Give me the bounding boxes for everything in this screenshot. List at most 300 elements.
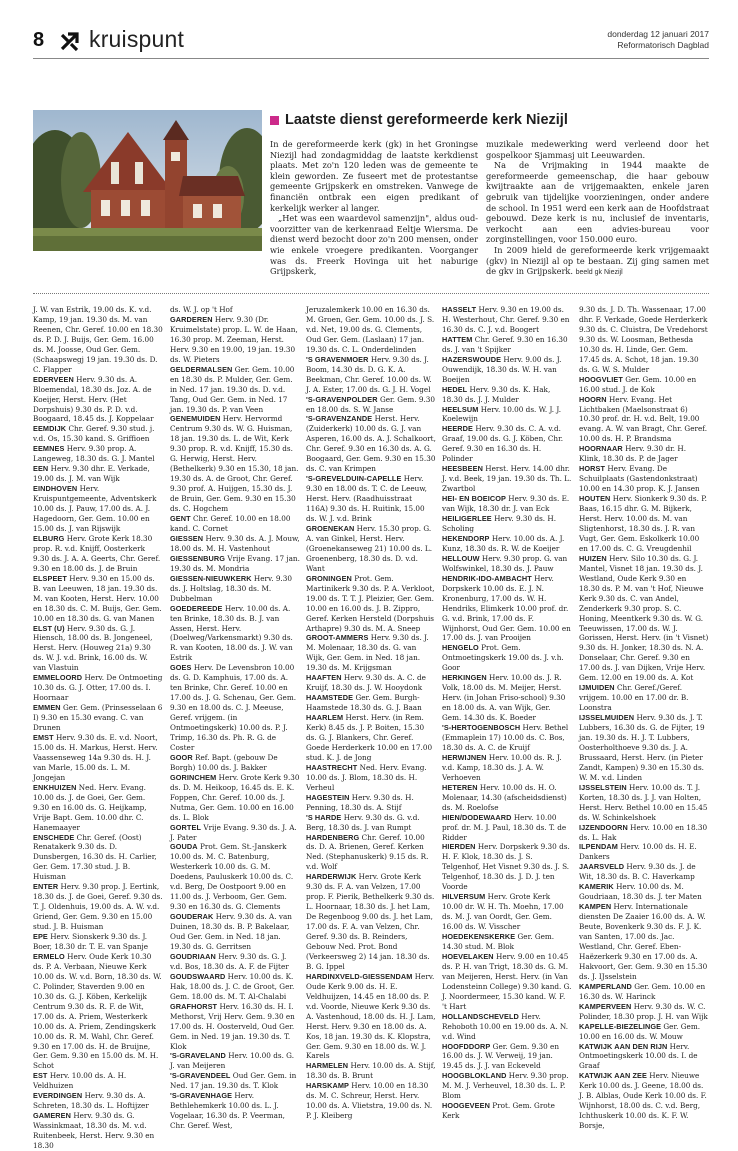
listing-town: 'S-GREVELDUIN-CAPELLE [306,474,402,484]
article-paragraph: muzikale medewerking werd verleend door het gospelkoor Sjammasj uit Leeuwarden. [486,139,709,160]
church-listing [33,1071,163,1091]
listing-town: HERWIJNEN [442,752,487,762]
listing-services: 9.30 ds. J. D. Th. Wassenaar, 17.00 dhr. F. Verkade, Goede Herderkerk 9.30 ds. C. Cluistra, De Vredehorst 9.30 ds. W. Loosman, Bethesda 10.30 ds. H. Linde, Ger. Gem. 17.45 ds. A. Schot, 18 jan. 19.30 ds. G. W. S. Mulder [579,305,708,374]
listing-town: ENKHUIZEN [33,782,77,792]
listing-town: HOUTEN [579,494,611,504]
listing-town: HOORN [579,394,607,404]
article-headline [270,112,568,128]
listing-services: Chr. Geref. 9.30 en 16.30 ds. J. van 't Spijker [442,334,568,354]
listing-town: HARDINXVELD-GIESSENDAM [306,971,413,981]
listing-services: Herv. Sionkerk 9.30 ds. P. Baas, 16.15 dhr. G. M. Bijkerk, Herst. Herv. 10.00 ds. M. van Sligtenhorst, 18.30 ds. J. R. van Vugt, Ger. Gem. Eskolkerk 10.00 en 17.00 ds. C. G. Vreugdenhil [579,494,707,553]
listing-town: EINDHOVEN [33,484,78,494]
listing-services: Herv. Evang. De Schuilplaats (Gastendonkstraat) 10.00 en 14.30 prop. K. J. Jansen [579,464,700,494]
listing-services: Herv. 10.00 ds. K. Hak, 18.00 ds. J. C. de Groot, Ger. Gem. 18.00 ds. M. T. Al-Chalabi [170,971,295,1001]
listing-town: HILVERSUM [442,892,486,902]
listing-services: Herv. 10.00 ds. H. E. Dankers [579,842,697,862]
listing-services: Herv. 9.30 ds. G. J. v.d. Bos, 18.30 ds. A. F. de Fijter [170,951,289,971]
listing-services: Herv. 9.30 dr. H. Klink, 18.30 ds. P. de Jager [579,444,687,464]
listing-town: KAMERIK [579,882,614,892]
article-paragraph: „Het was een waardevol samenzijn", aldus oud-voorzitter van de kerkenraad Eeltje Wiersma. De dienst werd bezocht door zo'n 200 mensen, onder wie enkele vroegere predikanten. Voorganger was ds. Freerk Hovinga uit het naburige Grijpskerk, [270,213,478,277]
church-listing [442,494,572,514]
church-listing [33,882,163,932]
listing-town: HAARLEM [306,713,344,723]
listing-services: Herv. 9.30 ds. W. C. Polinder, 18.30 prop. J. H. van Wijk [579,1001,708,1021]
church-listing [306,1081,436,1121]
listing-services: Herv. 10.00 en 18.30 ds. M. C. Schreur, Herst. Herv. 10.00 ds. A. Vlietstra, 19.00 ds. N. P. J. Kleiberg [306,1081,433,1121]
article-paragraph-text: In 2009 hield de gereformeerde kerk vrijgemaakt (gkv) in Niezijl al op te bestaan. Zij ging samen met de gkv in Grijpskerk. [486,244,709,277]
listings-column-2 [170,305,300,1131]
kruispunt-arrow-icon [59,30,81,52]
church-listing [33,624,163,674]
listing-services: Herv. 9.30 ds. E. van Wijk, 18.30 dr. J. van Eck [442,494,570,514]
listing-town: HIERDEN [442,842,476,852]
church-listing [170,574,300,604]
listing-services: Herv. Sionskerk 9.30 ds. J. Boer, 18.30 dr. T. E. van Spanje [33,932,149,951]
church-listing [579,882,709,902]
listing-services: Herv. 10.00 ds. H. O. Molenaar, 14.30 (afscheidsdienst) ds. M. Roelofse [442,782,567,812]
church-listing [442,514,572,534]
church-listing [170,604,300,664]
listing-services: Prot. Gem. Grote Kerk [442,1101,555,1121]
church-listing [170,663,300,753]
listing-town: KAMPERLAND [579,981,632,991]
listing-services: Herv. 9.30 ds. J. T. Lubbers, 16.30 ds. G. de Fijter, 19 jan. 19.30 ds. H. J. T. Lubbers, Oosterholthoeve 9.30 ds. J. A. Brussaard, Herst. Herv. (in Pieter Zandt, Kampen) 9.30 en 15.30 ds. W. M. v.d. Linden [579,713,705,782]
listing-services: Herv. 9.30 ds. J. de Wit, 18.30 ds. B. C. Haverkamp [579,862,696,882]
church-listing [170,554,300,574]
listing-town: GOUDSWAARD [170,971,226,981]
listing-town: GORINCHEM [170,772,217,782]
listing-town: ELST (U) [33,623,65,633]
church-listing [306,414,436,474]
church-listing [170,315,300,365]
article-paragraph: Na de Vrijmaking in 1944 maakte de gereformeerde gemeenschap, die haar gebouw kwijtraakte aan de vrijgemaakten, enkele jaren gebruik van tijdelijke voorzieningen, onder andere de school. In 1951 werd een kerk aan de Hoofdstraat gebouwd. Deze kerk is nu, inclusief de inventaris, verkocht aan een advies-bureau voor zorginstellingen, voor 150.000 euro. [486,160,709,245]
listing-town: HOEDEKENSKERKE [442,932,516,942]
church-listing [442,305,572,335]
listing-services: Herv. 9.30 prop. M. M. J. Verheuvel, 18.30 ds. L. P. Blom [442,1071,569,1101]
church-listing [33,783,163,833]
listing-services: Herv. 9.30 ds. E. v.d. Noort, 15.00 ds. H. Markus, Herst. Herv. Vaassenseweg 14a 9.30 ds. H. J. van Marle, 15.00 ds. L. M. Jongejan [33,732,158,782]
listing-town: HEDEL [442,384,468,394]
church-listing [33,932,163,952]
listing-town: KATWIJK AAN DEN RIJN [579,1041,668,1051]
church-listing [170,972,300,1002]
listing-town: ENSCHEDE [33,832,75,842]
listing-services: Herv. 9.30 ds. A. C. de Kruijf, 18.30 ds. J. W. Hooydonk [306,673,426,693]
church-listing [33,703,163,733]
listing-services: Herv. Bethel (Emmaplein 17) 10.00 ds. C. Bos, 18.30 ds. A. C. de Kruijf [442,723,569,752]
listing-town: KATWIJK AAN ZEE [579,1071,647,1081]
listing-town: HOLLANDSCHEVELD [442,1011,519,1021]
church-listing [579,902,709,982]
church-listing [33,833,163,883]
listing-town: 'S-GRAVENHAGE [170,1091,233,1101]
listing-town: EEMNES [33,444,65,454]
listing-town: HENGELO [442,643,479,653]
church-listing [579,1002,709,1022]
listing-town: HERKINGEN [442,673,487,683]
listing-services: Ger. Gem. 14.30 stud. M. Blok [442,932,555,951]
listing-town: GROOT-AMMERS [306,633,369,643]
listings-column-4 [442,305,572,1121]
listing-services: Ger. Gem. (Prinsesselaan 6 I) 9.30 en 15.30 evang. C. van Drunen [33,703,163,733]
listing-services: Herst. Herv. 14.00 dhr. J. v.d. Beek, 19 jan. 19.30 ds. Th. L. Zwartbol [442,464,572,494]
listing-services: Herv. 10.00 ds. G. J. van Meijeren [170,1051,295,1071]
listing-services: Herv. 10.00 ds. A. H. Veldhuizen [33,1071,127,1091]
listing-services: Herv. 9.30 ds. H. Scholing [442,514,557,533]
article-column-1 [270,139,478,277]
church-listing [442,643,572,673]
listing-town: HARSKAMP [306,1081,349,1091]
listing-services: Herv. 9.30 ds. K. Hak, 18.30 ds. J. J. Mulder [442,384,551,404]
listing-services: Ger. Gem. 9.30 en 16.00 ds. J. W. Verweij, 19 jan. 19.45 ds. J. J. van Eckeveld [442,1041,559,1071]
listing-town: GRONINGEN [306,573,352,583]
church-listing [306,355,436,395]
church-listing [442,932,572,952]
listing-services: Herv. 9.30 ds. A. Bloemendal, 18.30 ds. Joz. A. de Koeijer, Herst. Herv. (Het Dorpshuis) 9.30 ds. P. D. v.d. Boogaard, 18.45 ds. J. Koppelaar [33,374,154,424]
listing-town: JAARSVELD [579,862,625,872]
listing-services: Herst. Herv. (in Rem. Kerk) 8.45 ds. J. P. Boiten, 15.30 ds. G. J. Blankers, Chr. Geref. Goede Herderkerk 10.00 en 17.00 stud. K. J. de Jong [306,713,433,762]
listing-services: Chr. Geref. 10.00 ds. D. A. Brienen, Geref. Kerken Ned. (Stephanuskerk) 9.15 ds. R. v.d. Wolf [306,832,429,872]
listing-town: EVERDINGEN [33,1091,83,1101]
article-column-2 [486,139,709,279]
listing-services: Herv. 9.30 ds. J. Boom, 14.30 ds. D. G. K. A. Beekman, Chr. Geref. 10.00 ds. W. J. A. Ester, 17.00 ds. G. J. H. Vogel [306,354,432,394]
listing-town: ILPENDAM [579,842,618,852]
church-listing [579,494,709,554]
headline-marker-icon [270,116,279,125]
listing-services: Herv. 9.30 en 18.00 ds. T. C. de Leeuw, Herst. Herv. (Raadhuisstraat 116A) 9.30 ds. H. Ruitink, 15.00 ds. W. J. v.d. Brink [306,474,427,524]
listing-services: Herv. 10.00 ds. M. Goudriaan, 18.30 ds. J. ter Maten [579,882,702,902]
listing-services: Herv. 9.30 ds. G. J. Hiensch, 18.00 ds. B. Jongeneel, Herst. Herv. (Houweg 21a) 9.30 ds. W. J. v.d. Brink, 16.00 ds. W. van Vlastuin [33,623,153,673]
church-listing [33,1091,163,1111]
church-listing [306,474,436,524]
listing-services: Prot. Gem. St.-Janskerk 10.00 ds. M. C. Batenburg, Westerkerk 10.00 ds. G. M. Doedens, Pauluskerk 10.00 ds. C. v.d. Berg, De Oostpoort 9.00 en 11.00 ds. J. Verboom, Ger. Gem. 9.30 en 16.30 ds. G. Clements [170,842,294,912]
church-listing [170,1051,300,1071]
header-meta [607,29,709,51]
church-listing [442,554,572,574]
church-listing [579,823,709,843]
church-listing [442,952,572,1012]
listing-town: GOUDA [170,842,198,852]
listing-town: EPE [33,932,48,942]
listing-services: Herv. 10.00 ds. J. R. Volk, 18.00 ds. M. Meijer, Herst. Herv. (in Johan Friso-school) 9.30 en 18.00 ds. A. van Wijk, Ger. Gem. 14.30 ds. K. Boeder [442,673,566,723]
church-listing [442,723,572,753]
photo-credit: beeld gk Niezijl [575,269,623,277]
listing-services: Herv. Rehoboth 10.00 en 19.00 ds. A. N. v.d. Wind [442,1011,569,1041]
listing-services: Herv. 9.30 ds. J. M. Molenaar, 18.30 ds. G. van Wijk, Ger. Gem. in Ned. 18 jan. 19.30 ds. M. Krijgsman [306,633,429,673]
listing-services: Chr. Geref. 10.00 en 18.00 kand. C. Cornet [170,514,291,533]
listing-services: Herv. Dorpskerk 9.30 ds. H. F. Klok, 18.30 ds. J. S. Telgenhof, Het Visnet 9.30 ds. J. S. Telgenhof, 18.30 ds. J. D. J. ten Voorde [442,842,570,892]
church-listing [442,892,572,932]
church-listing [306,305,436,355]
listing-town: 'S-GRAVENZANDE [306,414,373,424]
church-photo [33,110,262,251]
church-listing [306,813,436,833]
listing-town: IJMUIDEN [579,683,615,693]
church-listing [442,1042,572,1072]
listing-services: Herv. 9.30 ds. A. van Duinen, 18.30 ds. B. P. Bakelaar, Oud Ger. Gem. in Ned. 18 jan. 19.30 ds. G. Gerritsen [170,912,292,951]
church-listing [33,574,163,624]
listing-services: Herv. Nieuwe Kerk 10.00 ds. J. Geene, 18.00 ds. J. B. Alblas, Oude Kerk 10.00 ds. F. Wijnhorst, 18.00 ds. C. v.d. Berg, Ichthuskerk 10.00 ds. K. F. W. Borsje, [579,1071,707,1131]
church-listing [306,524,436,574]
church-listing [442,813,572,843]
listing-town: HEELSUM [442,404,479,414]
church-listing [33,733,163,783]
listing-services: Herv. Grote Kerk 18.30 prop. R. v.d. Knijff, Oosterkerk 9.30 ds. J. A. A. Geerts, Chr. Geref. 9.30 en 18.00 ds. J. de Bruin [33,533,161,573]
listing-town: HOOFDDORP [442,1041,491,1051]
church-listing [33,444,163,464]
listing-town: HENDRIK-IDO-AMBACHT [442,573,532,583]
listing-town: HAAFTEN [306,673,342,683]
church-listing [579,1022,709,1042]
listing-services: Ger. Gem. Burgh-Haamstede 18.30 ds. G. J. Baan [306,693,422,713]
listing-town: GIESSEN [170,533,204,543]
publication-name: Reformatorisch Dagblad [617,40,709,50]
listing-town: GIESSEN-NIEUWKERK [170,573,252,583]
listing-services: Ger. Gem. 10.00 en 18.30 ds. P. Mulder, Ger. Gem. in Ned. 17 jan. 19.30 ds. D. v.d. Tang, Oud Ger. Gem. in Ned. 17 jan. 19.30 ds. P. van Veen [170,364,295,414]
church-listing [442,753,572,783]
listing-services: Herv. 9.30 ds. A. J. Mouw, 18.00 ds. M. H. Vastenhout [170,533,300,553]
church-listing [170,534,300,554]
listing-services: ds. W. J. op 't Hof [170,305,233,314]
listing-services: Herv. Oude Kerk 9.00 ds. H. E. Veldhuijzen, 14.45 en 18.00 ds. P. v.d. Voorde, Nieuwe Kerk 9.30 ds. A. Vastenhoud, 18.00 ds. H. J. Lam, Herst. Herv. 9.30 en 18.00 ds. A. Kos, 18 jan. 19.30 ds. K. Klopstra, Ger. Gem. 9.30 en 18.00 ds. W. J. Karels [306,971,436,1061]
church-listing [170,305,300,315]
listing-services: Herv. Silo 10.30 ds. G. J. Mantel, Visnet 18 jan. 19.30 ds. J. Westland, Oude Kerk 9.30 en 18.30 ds. P. M. van 't Hof, Nieuwe Kerk 9.30 ds. C. van Andel, Zenderkerk 9.30 prop. S. C. Honing, Meentkerk 9.30 ds. W. G. Teeuwissen, 17.00 ds. W. J. Gorissen, Herst. Herv. (in 't Visnet) 9.30 ds. H. Jonker, 18.30 ds. N. A. Donselaar, Chr. Geref. 9.30 en 17.00 ds. J. van Dijken, Vrije Herv. Gem. 12.00 en 19.00 ds. A. Kot [579,553,709,683]
church-listing [170,773,300,823]
listing-town: GOUDERAK [170,912,214,922]
listing-town: GROENEKAN [306,523,355,533]
listing-services: Herv. 15.30 prop. G. A. van Ginkel, Herst. Herv. (Groenekanseweg 21) 10.00 ds. L. Groenenberg, 18.30 ds. D. v.d. Want [306,523,433,573]
listing-town: GARDEREN [170,314,213,324]
listing-town: 'S-HERTOGENBOSCH [442,723,521,733]
listing-services: Herv. 9.00 ds. J. Ouwendijk, 18.30 ds. W. H. van Boeijen [442,354,562,384]
listing-town: HATTEM [442,334,473,344]
church-listing [579,395,709,445]
listing-services: Ger. Gem. 10.00 en 16.00 stud. J. de Kok [579,374,697,394]
listing-services: Herv. 9.30 (Dr. Kruimelstate) prop. L. W. de Haan, 16.30 prop. M. Zeeman, Herst. Herv. 9.30 en 19.00, 19 jan. 19.30 ds. W. Pieters [170,314,298,364]
listing-services: Herv. De Ontmoeting 10.30 ds. G. J. Otter, 17.00 ds. I. Hoornaar [33,673,163,703]
listing-services: Ger. Gem. 10.00 en 16.00 ds. W. Mouw [579,1021,701,1041]
church-listing [170,823,300,843]
church-listing [306,633,436,673]
church-listing [170,414,300,514]
church-listing [33,464,163,484]
listing-services: Herv. 9.30 ds. G. Wassinkmaat, 18.30 ds. M. v.d. Ruitenbeek, Herst. Herv. 9.30 en 18.30 [33,1111,155,1151]
listing-services: Herv. De Levensbron 10.00 ds. G. D. Kamphuis, 17.00 ds. A. ten Brinke, Chr. Geref. 10.00 en 17.00 ds. J. G. Schenau, Ger. Gem. 9.30 en 18.00 ds. C. J. Meeuse, Geref. vrijgem. (in Ontmoetingskerk) 10.00 ds. P. J. Trimp, 16.30 ds. Ph. R. G. de Coster [170,663,297,752]
listing-town: 'S-GRAVENPOLDER [306,394,378,404]
listing-services: Herv. 9.30 ds. G. v.d. Berg, 18.30 ds. J. van Rumpt [306,812,420,832]
article-paragraph: In de gereformeerde kerk (gk) in het Groningse Niezijl had zondagmiddag de laatste kerkdienst plaats. Met zo'n 120 leden was de gemeente te klein geworden. Ze fuseert met de protestantse gemeente Grijpskerk en omstreken. Vanwege de financiën ontbrak een eigen predikant of kerkelijk werker al langer. [270,139,478,213]
listing-town: KAMPEN [579,902,612,912]
section-divider [33,293,709,294]
church-listing [442,1101,572,1121]
listing-town: EMMEN [33,703,61,713]
church-listing [442,1071,572,1101]
listing-services: Herv. 9.30 ds. C. A. v.d. Graaf, 19.00 ds. G. J. Köben, Chr. Geref. 9.30 en 16.30 ds. H. Polinder [442,424,564,464]
listing-town: GIESSENBURG [170,553,226,563]
listing-services: Herv. Oude Kerk 10.30 ds. P. A. Verbaan, Nieuwe Kerk 10.00 ds. W. v.d. Born, 18.30 ds. W. C. Polinder, Staverden 9.00 en 10.30 ds. G. J. Köben, Kerkelijk Centrum 9.30 ds. R. F. de Wit, 17.00 ds. A. Priem, Westerkerk 10.00 ds. A. Priem, Zendingskerk 10.00 ds. R. M. Wahl, Chr. Geref. 9.30 en 17.00 ds. H. de Bruijne, Ger. Gem. 9.30 en 15.00 ds. M. H. Schot [33,951,162,1071]
church-listing [306,763,436,793]
listing-town: HAGESTEIN [306,792,350,802]
listing-town: EEN [33,464,49,474]
church-listing [170,1091,300,1131]
listing-town: IJSSELMUIDEN [579,713,635,723]
church-listing [170,753,300,773]
listing-town: HEILIGERLEE [442,514,492,524]
listing-town: KAMPERVEEN [579,1001,632,1011]
listing-town: HELLOUW [442,553,480,563]
listing-town: HUIZEN [579,553,607,563]
listing-town: ELBURG [33,533,65,543]
section-title: kruispunt [89,26,185,52]
church-listing [306,1061,436,1081]
listing-town: HOEVELAKEN [442,951,494,961]
listing-town: HETEREN [442,782,478,792]
church-listing [33,375,163,425]
listing-town: HOORNAAR [579,444,623,454]
listing-services: Ger. Gem. 10.00 en 16.30 ds. W. Harinck [579,981,706,1001]
church-listing [33,952,163,1071]
church-listing [579,1042,709,1072]
church-listing [442,1012,572,1042]
listing-town: KAPELLE-BIEZELINGE [579,1021,662,1031]
listing-services: Prot. Gem. Martinikerk 9.30 ds. P. A. Verkloot, 19.00 ds. T. T. J. Pleizier, Ger. Gem. 10.00 en 16.00 ds. J. B. Zippro, Geref. Kerken Hersteld (Dorpshuis Arthapre) 9.30 ds. M. A. Sneep [306,573,435,633]
church-listing [579,444,709,464]
church-listing [442,534,572,554]
listing-services: Jeruzalemkerk 10.00 en 16.30 ds. M. Groen, Ger. Gem. 10.00 ds. J. S. v.d. Net, 19.00 ds. G. Clements, Oud Ger. Gem. (Laslaan) 17 jan. 19.30 ds. C. L. Onderdelinden [306,305,435,354]
listing-services: Herv. 9.30 en 15.00 ds. B. van Leeuwen, 18 jan. 19.30 ds. M. van Kooten, Herst. Herv. 10.00 en 18.30 ds. C. M. Buijs, Ger. Gem. 10.00 en 18.30 ds. G. van Manen [33,573,162,623]
listings-column-3 [306,305,436,1121]
listing-town: GAMEREN [33,1111,71,1121]
header-divider [33,58,709,59]
church-listing [170,1071,300,1091]
listing-services: Herv. 9.00 en 10.45 ds. P. H. van Trigt, 18.30 ds. G. M. van Meijeren, Herst. Herv. (in Van Lodensteinn College) 9.30 kand. G. J. Noordermeer, 15.30 kand. W. F. 't Hart [442,951,572,1011]
page-header [33,26,709,62]
listing-town: HARDENBERG [306,832,360,842]
listing-town: HEESBEEN [442,464,483,474]
listing-town: HEKENDORP [442,533,490,543]
listing-services: Vrije Evang. 9.30 ds. J. A. J. Pater [170,822,297,842]
headline-text: Laatste dienst gereformeerde kerk Niezijl [285,112,568,128]
listing-services: Herv. Grote Kerk 9.30 ds. F. A. van Velzen, 17.00 prop. F. Pierik, Bethelkerk 9.30 ds. L. Hoornaar, 18.30 ds. J. het Lam, De Regenboog 9.00 ds. J. het Lam, 17.00 ds. F. A. van Velzen, Chr. Geref. 9.30 ds. B. Reinders, Gebouw Ned. Prot. Bond (Verkeersweg 2) 14 jan. 18.30 ds. B. G. Ippel [306,872,435,971]
listing-services: Herv. 9.30 en 19.00 ds. H. Westerhout, Chr. Geref. 9.30 en 16.30 ds. C. J. v.d. Boogert [442,305,570,334]
listing-town: HORST [579,464,606,474]
listing-services: Ger. Gem. 9.30 en 18.00 ds. S. W. Janse [306,394,436,414]
church-listing [306,872,436,972]
listing-town: HIEN/DODEWAARD [442,812,512,822]
listing-town: EST [33,1071,48,1081]
church-listing [306,972,436,1062]
listing-services: Herv. 16.30 ds. H. I. Methorst, Vrij Herv. Gem. 9.30 en 17.00 ds. H. Oosterveld, Oud Ger. Gem. in Ned. 19 jan. 19.30 ds. T. Klok [170,1001,295,1051]
church-listing [579,842,709,862]
church-listing [579,464,709,494]
article-paragraph [486,245,709,279]
listing-town: 'S-GRAVELAND [170,1051,226,1061]
church-listing [442,335,572,355]
listing-town: HOOGEVEEN [442,1101,490,1111]
listing-services: Herv. 10.00 ds. A. J. Kunz, 18.30 ds. R. W. de Koeijer [442,533,565,553]
church-listing [33,1111,163,1151]
church-listing [170,1002,300,1052]
listing-services: Herv. 10.00 ds. A. ten Brinke, 18.30 ds. B. J. van Assen, Herst. Herv. (Doelweg/Varkensmarkt) 9.30 ds. R. van Kooten, 18.00 ds. J. W. van Estrik [170,603,293,663]
church-listing [306,713,436,763]
page-number: 8 [33,29,45,51]
listing-services: Herv. 9.30 prop. G. van Wolfswinkel, 18.30 ds. J. Pauw [442,553,568,573]
church-listing [170,952,300,972]
listing-town: GOES [170,663,192,673]
listing-town: GRAFHORST [170,1001,218,1011]
listing-services: Herv. Dorpskerk 10.00 ds. E. J. N. Kronenburg, 17.00 ds. W. H. Hendriks, Elimkerk 10.00 prof. dr. G. v.d. Brink, 17.00 ds. F. Wijnhorst, Oud Ger. Gem. 10.00 en 17.00 ds. J. van Prooijen [442,573,571,643]
listing-services: Herv. Grote Kerk 9.30 ds. D. M. Heikoop, 16.45 ds. E. K. Foppen, Chr. Geref. 10.00 ds. J. Nutma, Ger. Gem. 10.00 en 16.00 ds. L. Blok [170,772,300,822]
listing-services: Chr. Geref. (Oost) Renatakerk 9.30 ds. D. Dunsbergen, 16.30 ds. H. Carlier, Ger. Gem. 17.30 stud. J. B. Huisman [33,832,157,882]
church-listing [442,464,572,494]
listing-town: EMST [33,732,54,742]
listing-services: Chr. Geref./Geref. vrijgem. 10.00 en 17.00 dr. B. Loonstra [579,683,689,713]
listing-services: Vrije Evang. 17 jan. 19.30 ds. M. Mondria [170,553,300,573]
listing-services: Herv. 9.30 ds. J. Holtslag, 18.30 ds. M. Dubbelman [170,573,292,603]
listing-town: GELDERMALSEN [170,364,233,374]
listing-town: HAZERSWOUDE [442,354,502,364]
listing-town: ERMELO [33,951,65,961]
listing-town: HASSELT [442,305,477,314]
church-listing [579,305,709,375]
listing-services: Oud Ger. Gem. in Ned. 17 jan. 19.30 ds. T. Klok [170,1071,297,1091]
listing-services: Herv. 10.00 ds. R. J. v.d. Kamp, 18.30 ds. J. A. W. Verhoeven [442,752,562,782]
church-listing [579,783,709,823]
church-listing [442,783,572,813]
church-listing [306,693,436,713]
listing-town: ENTER [33,882,59,892]
listing-services: Herv. Hervormd Centrum 9.30 ds. W. G. Huisman, 18 jan. 19.30 ds. L. de Wit, Kerk 9.30 prop. R. v.d. Knijff, 15.30 ds. G. Herwig, Herst. Herv. (Bethelkerk) 9.30 en 15.30, 18 jan. 19.30 ds. A. de Groot, Chr. Geref. 9.30 prof. A. Huijgen, 15.30 ds. J. de Bruin, Ger. Gem. 9.30 en 15.30 ds. C. Hogchem [170,414,299,514]
church-listing [579,982,709,1002]
church-listing [579,554,709,683]
listings-column-5 [579,305,709,1131]
listing-town: 'S-GRAVENDEEL [170,1071,231,1081]
church-listing [33,305,163,375]
church-listing [33,673,163,703]
church-listing [579,1071,709,1131]
listing-services: Herv. Evang. Het Lichtbaken (Maelsonstraat 6) 10.30 prof. dr. H. v.d. Belt, 19.00 evang. A. W. van Bragt, Chr. Geref. 10.00 ds. H. P. Brandsma [579,394,708,444]
listing-town: GOEDEREEDE [170,603,223,613]
listing-services: Herv. Kruispuntgemeente, Adventskerk 10.00 ds. J. Pauw, 17.00 ds. A. J. Hagedoorn, Ger. Gem. 10.00 en 15.00 ds. J. van Rijswijk [33,484,157,533]
listing-services: Herv. 10.00 prof. dr. M. J. Paul, 18.30 ds. T. de Ridder [442,812,567,842]
church-listing [442,385,572,405]
listing-services: Herv. 10.00 ds. W. J. J. Koelewijn [442,404,562,424]
listing-town: ELSPEET [33,573,67,583]
listings-column-1 [33,305,163,1151]
church-listing [579,862,709,882]
listing-services: Herv. 9.30 ds. A. Schreten, 18.30 ds. L. Hoftijzer [33,1091,149,1111]
listing-services: Ref. Bapt. (gebouw De Borgh) 10.00 ds. J. Bakker [170,752,278,772]
listing-town: EMMELOORD [33,673,83,683]
listing-services: Prot. Gem. Ontmoetingskerk 19.00 ds. J. v.h. Goor [442,643,564,673]
church-listing [170,912,300,952]
church-listing [170,514,300,534]
listing-services: Herv. Bethlehemkerk 10.00 ds. L. J. Vogelaar, 16.30 ds. P. Veerman, Chr. Geref. West, [170,1091,285,1131]
listing-town: HARDERWIJK [306,872,357,882]
listing-town: 'S HARDE [306,812,342,822]
listing-services: Ned. Herv. Evang. 10.00 ds. J. de Goei, Ger. Gem. 9.30 en 16.00 ds. G. Heijkamp, Vrije Bapt. Gem. 10.00 dhr. C. Hanemaayer [33,782,147,832]
listing-services: Herv. 10.00 ds. T. J. Korten, 18.30 ds. J. J. van Holten, Herst. Herv. Bethel 10.00 en 15.45 ds. W. Schinkelshoek [579,782,708,822]
listing-services: J. W. van Estrik, 19.00 ds. K. v.d. Kamp, 19 jan. 19.30 ds. M. van Reenen, Chr. Geref. 10.00 en 18.30 ds. P. D. J. Buijs, Ger. Gem. 16.00 ds. M. Joosse, Oud Ger. Gem. (Schaapswegj 19 jan. 19.30 ds. D. C. Flapper [33,305,163,374]
church-listing [306,395,436,415]
church-listing [442,405,572,425]
listing-town: GENEMUIDEN [170,414,221,424]
listing-services: Herv. 9.30 ds. H. Penning, 18.30 ds. A. Stijf [306,792,414,812]
church-listing [170,365,300,415]
listing-town: 'S GRAVENMOER [306,354,369,364]
listing-town: IJSSELSTEIN [579,782,627,792]
church-listing [442,424,572,464]
